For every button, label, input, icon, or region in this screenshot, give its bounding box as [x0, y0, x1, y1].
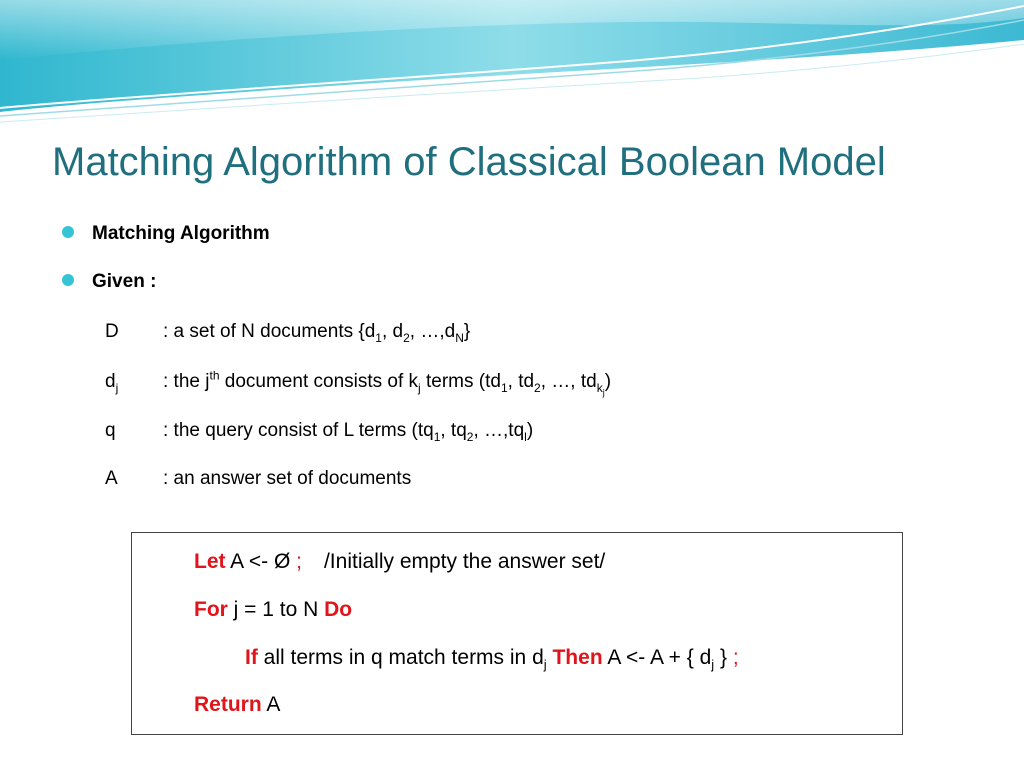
algorithm-line-if: If all terms in q match terms in $d_j$ Then A <- A + { $d_j$ } ;	[245, 646, 739, 673]
bullet-label: Matching Algorithm	[92, 223, 270, 244]
definition-text: : the $j^{th}$ document consists of $k_j$ terms ($td_1$, $td_2$, …, $td_{k_j}$)	[163, 369, 612, 398]
definition-text: : the query consist of L terms ($tq_1$, $tq_2$, $\dots,tq_l$)	[163, 420, 534, 444]
definition-key: q	[105, 420, 116, 441]
bullet-matching-algorithm	[62, 223, 270, 245]
bullet-dot-icon	[62, 226, 74, 238]
bullet-given	[62, 271, 156, 293]
definition-key: $d_j$	[105, 371, 119, 396]
bullet-label: Given :	[92, 271, 157, 292]
definition-row-D	[105, 321, 470, 345]
algorithm-box	[131, 532, 903, 735]
definition-row-A	[105, 468, 411, 490]
header-wave-decoration	[0, 0, 1024, 130]
definition-text: : an answer set of documents	[163, 468, 412, 489]
definition-row-q	[105, 420, 533, 444]
definition-key: A	[105, 468, 118, 489]
definition-row-dj	[105, 369, 611, 398]
definition-key: D	[105, 321, 119, 342]
algorithm-line-let: Let A <- Ø ; /Initially empty the answer set/	[194, 550, 606, 573]
algorithm-line-for: For j = 1 to N Do	[194, 598, 353, 621]
bullet-dot-icon	[62, 274, 74, 286]
slide-title: Matching Algorithm of Classical Boolean Model	[52, 140, 886, 184]
algorithm-line-return: Return A	[194, 693, 281, 716]
definition-text: : a set of N documents {$d_1$, $d_2$, $\dots,d_N$}	[163, 321, 471, 345]
